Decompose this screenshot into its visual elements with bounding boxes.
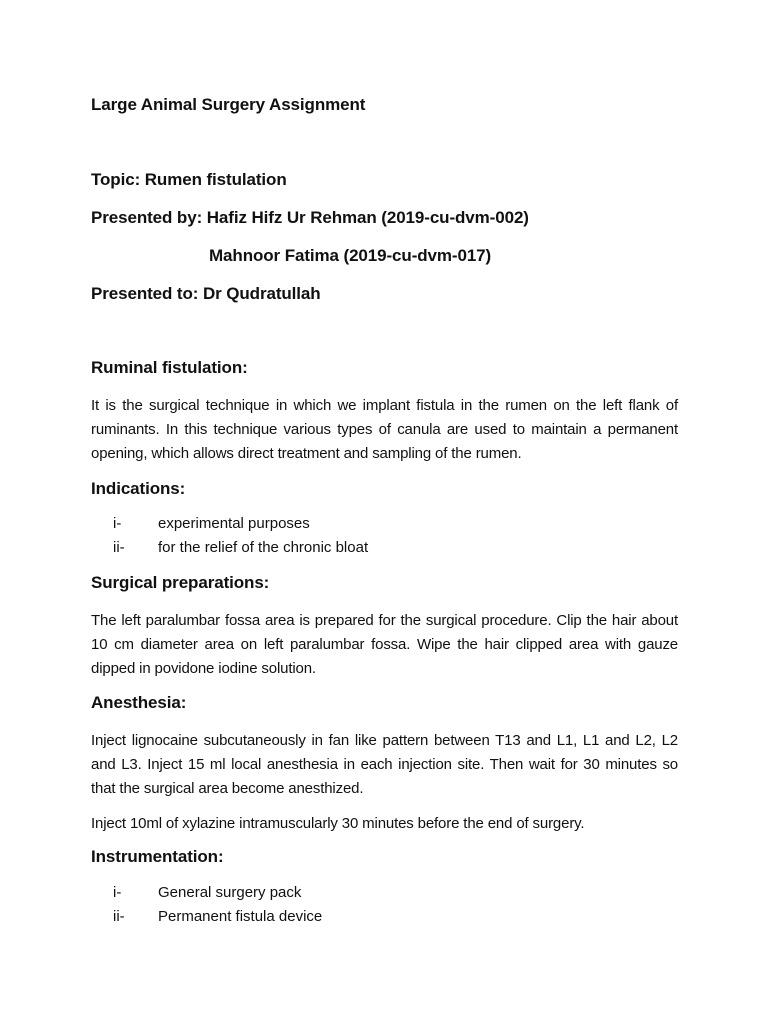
ruminal-fistulation-heading: Ruminal fistulation:: [91, 358, 248, 377]
indications-heading: Indications:: [91, 479, 186, 498]
surgical-preparations-heading: Surgical preparations:: [91, 573, 270, 592]
list-item-text: General surgery pack: [158, 884, 302, 901]
presented-by-second-line: Mahnoor Fatima (2019-cu-dvm-017): [209, 246, 492, 265]
document-title: Large Animal Surgery Assignment: [91, 95, 366, 114]
anesthesia-paragraph-2: Inject 10ml of xylazine intramuscularly 30 minutes before the end of surgery.: [91, 815, 585, 832]
list-item-text: experimental purposes: [158, 515, 310, 532]
list-item-number: ii-: [113, 908, 125, 925]
list-item-number: i-: [113, 515, 122, 532]
instrumentation-heading: Instrumentation:: [91, 847, 224, 866]
list-item-text: Permanent fistula device: [158, 908, 323, 925]
anesthesia-paragraph-1: Inject lignocaine subcutaneously in fan like pattern between T13 and L1, L1 and L2, L2 and L3. Inject 15 ml local anesthesia in each injection site. Then wait for 30 minutes so that the surgical area become anesthized.: [91, 732, 678, 797]
ruminal-fistulation-paragraph: It is the surgical technique in which we implant fistula in the rumen on the left flank of ruminants. In this technique various types of canula are used to maintain a permanent opening, which allows direct treatment and sampling of the rumen.: [91, 397, 678, 462]
presented-by-line: Presented by: Hafiz Hifz Ur Rehman (2019-cu-dvm-002): [91, 208, 529, 227]
anesthesia-heading: Anesthesia:: [91, 693, 187, 712]
list-item-number: i-: [113, 884, 122, 901]
surgical-preparations-paragraph: The left paralumbar fossa area is prepared for the surgical procedure. Clip the hair about 10 cm diameter area on left paralumbar fossa. Wipe the hair clipped area with gauze dipped in povidone iodine solution.: [91, 612, 678, 677]
topic-line: Topic: Rumen fistulation: [91, 170, 287, 189]
presented-to-line: Presented to: Dr Qudratullah: [91, 284, 321, 303]
list-item-text: for the relief of the chronic bloat: [158, 539, 369, 556]
list-item-number: ii-: [113, 539, 125, 556]
